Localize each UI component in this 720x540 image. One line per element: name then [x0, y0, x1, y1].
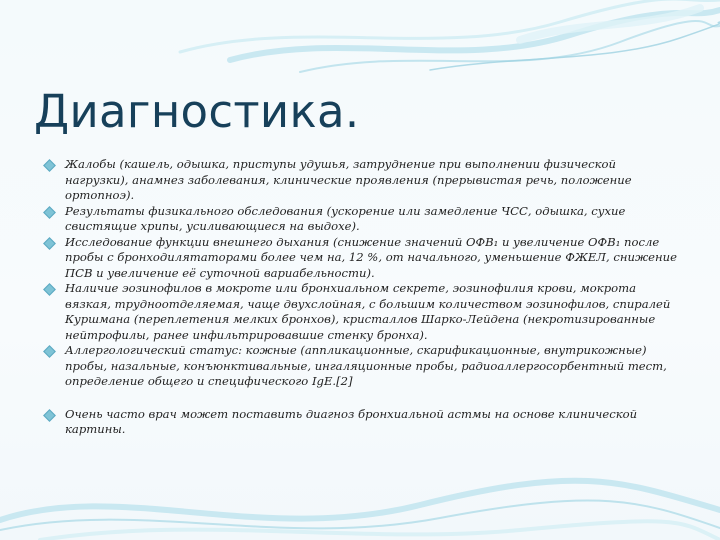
list-item	[44, 235, 678, 282]
list-item-text: Исследование функции внешнего дыхания (снижение значений ОФВ₁ и увеличение ОФВ₁ после пробы с бронходилятаторами более чем на, 12 %, от начального, уменьшение ФЖЕЛ, снижение ПСВ и увеличение её суточной вариабельности).	[65, 234, 677, 280]
diamond-bullet-icon	[43, 237, 56, 250]
diamond-bullet-icon	[43, 206, 56, 219]
list-item-text: Аллергологический статус: кожные (аппликационные, скарификационные, внутрикожные) пробы, назальные, конъюнктивальные, ингаляционные пробы, радиоаллергосорбентный тест, определение общего и специфического IgE.[2]	[65, 343, 667, 388]
list-item	[44, 281, 678, 343]
list-item	[44, 204, 678, 235]
list-item	[44, 157, 678, 204]
top-waves	[180, 0, 720, 72]
diamond-bullet-icon	[43, 345, 56, 358]
diamond-bullet-icon	[43, 283, 56, 296]
bullet-list	[44, 157, 678, 438]
bottom-waves	[0, 481, 720, 540]
list-item-text: Наличие эозинофилов в мокроте или бронхиальном секрете, эозинофилия крови, мокрота вязкая, трудноотделяемая, чаще двухслойная, с большим количеством эозинофилов, спиралей Куршмана (переплетения мелких бронхов), кристаллов Шарко-Лейдена (некротизированные нейтрофилы, ранее инфильтрировавшие стенку бронха).	[65, 281, 671, 342]
list-item	[44, 407, 678, 438]
list-item-text: Очень часто врач может поставить диагноз бронхиальной астмы на основе клинической картины.	[65, 406, 638, 436]
list-item-text: Результаты физикального обследования (ускорение или замедление ЧСС, одышка, сухие свистящие хрипы, усиливающиеся на выдохе).	[65, 203, 626, 233]
list-item	[44, 343, 678, 390]
diamond-bullet-icon	[43, 409, 56, 422]
list-item-text: Жалобы (кашель, одышка, приступы удушья, затруднение при выполнении физической нагрузки), анамнез заболевания, клинические проявления (прерывистая речь, положение ортопноэ).	[65, 157, 632, 202]
page-title: Диагностика.	[34, 85, 360, 138]
diamond-bullet-icon	[43, 159, 56, 172]
